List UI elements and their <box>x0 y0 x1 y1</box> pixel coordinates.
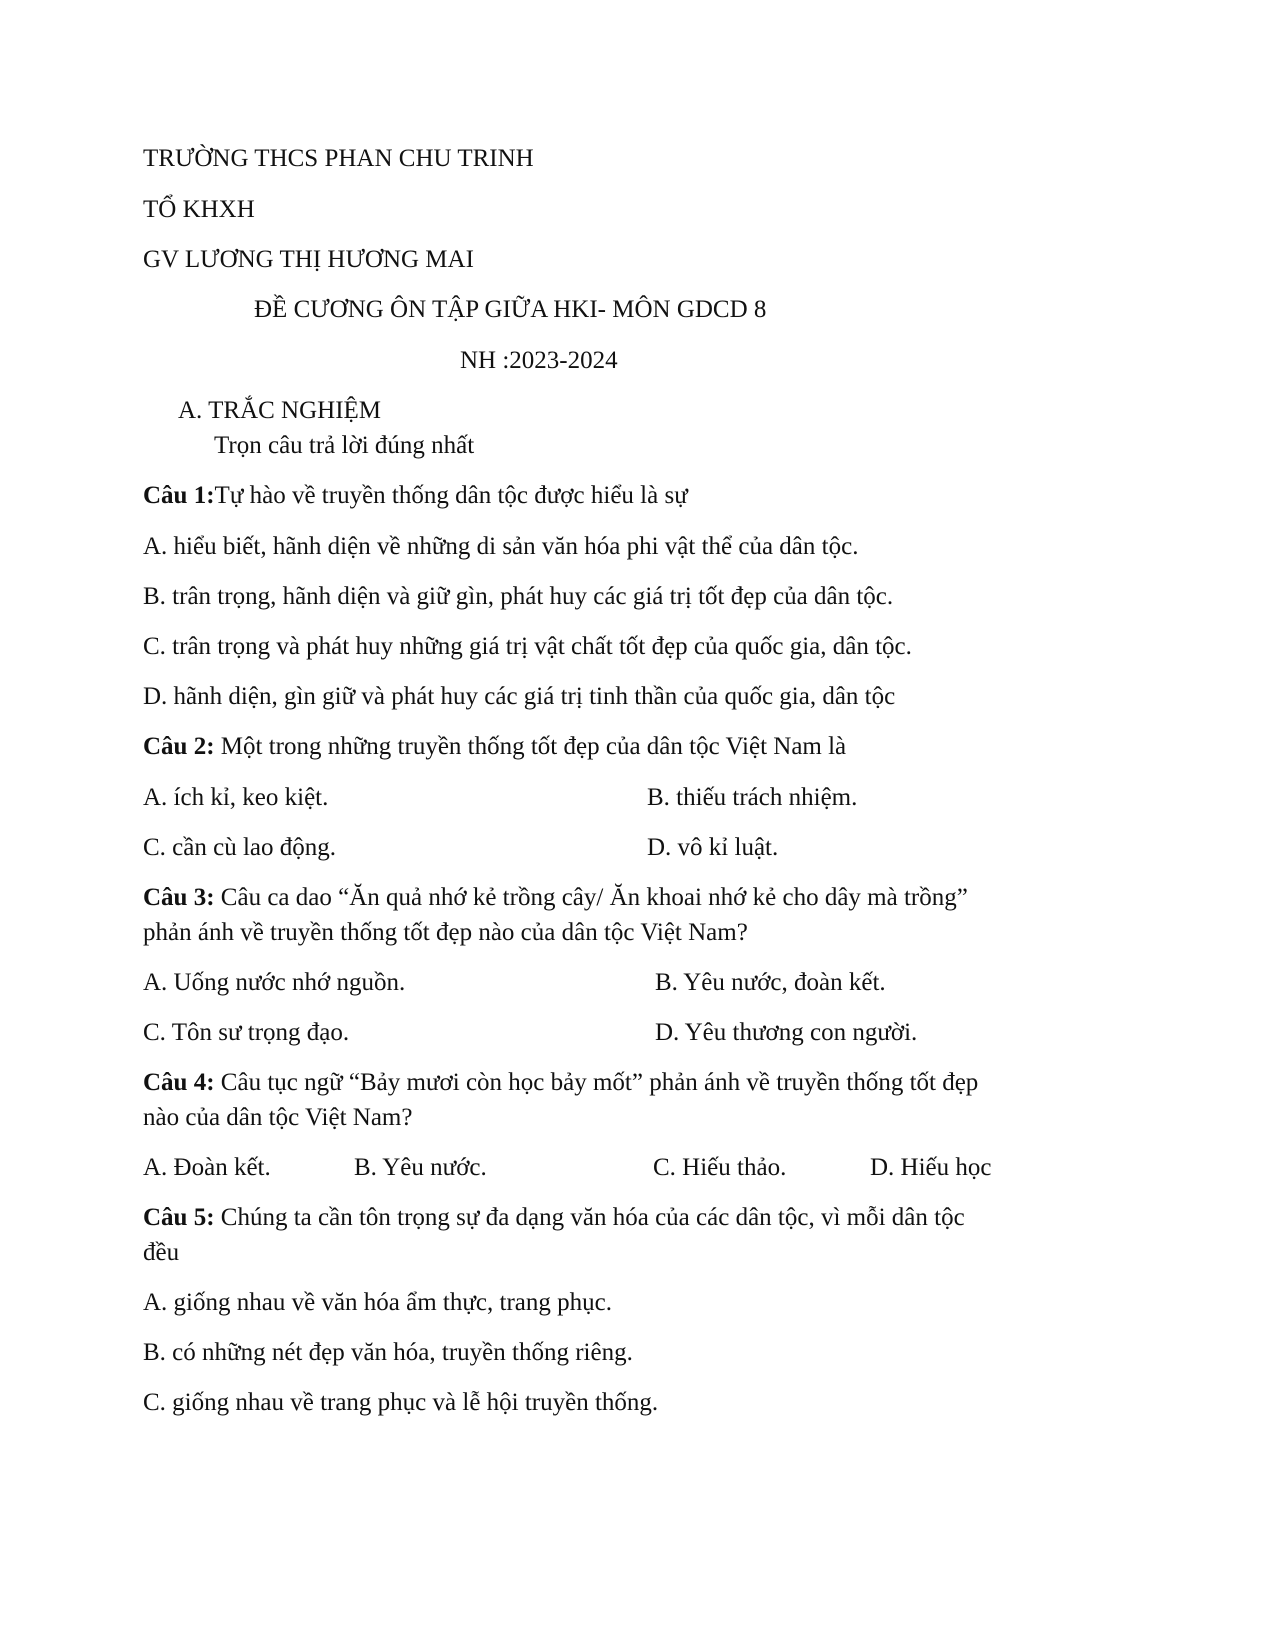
option-3a: A. Uống nước nhớ nguồn. <box>143 969 406 996</box>
question-4 <box>143 1068 978 1098</box>
question-text: Một trong những truyền thống tốt đẹp của dân tộc Việt Nam là <box>214 733 847 760</box>
option-1b: B. trân trọng, hãnh diện và giữ gìn, phát huy các giá trị tốt đẹp của dân tộc. <box>143 583 894 610</box>
question-label: Câu 4: <box>143 1069 215 1096</box>
section-instruction: Trọn câu trả lời đúng nhất <box>214 432 475 459</box>
question-label: Câu 1: <box>143 482 215 509</box>
option-4b: B. Yêu nước. <box>354 1154 487 1181</box>
option-5a: A. giống nhau về văn hóa ẩm thực, trang phục. <box>143 1289 612 1316</box>
question-text: Câu ca dao “Ăn quả nhớ kẻ trồng cây/ Ăn khoai nhớ kẻ cho dây mà trồng” <box>214 884 968 911</box>
option-2c: C. cần cù lao động. <box>143 834 337 861</box>
option-2b: B. thiếu trách nhiệm. <box>647 784 858 811</box>
option-5b: B. có những nét đẹp văn hóa, truyền thống riêng. <box>143 1339 633 1366</box>
question-4-continued: nào của dân tộc Việt Nam? <box>143 1104 413 1131</box>
document-title: ĐỀ CƯƠNG ÔN TẬP GIỮA HKI- MÔN GDCD 8 <box>254 296 767 323</box>
option-3d: D. Yêu thương con người. <box>655 1019 918 1046</box>
option-4c: C. Hiếu thảo. <box>653 1154 787 1181</box>
question-text: Tự hào về truyền thống dân tộc được hiểu là sự <box>214 482 688 509</box>
question-label: Câu 2: <box>143 733 215 760</box>
section-heading: A. TRẮC NGHIỆM <box>178 397 382 424</box>
option-1c: C. trân trọng và phát huy những giá trị vật chất tốt đẹp của quốc gia, dân tộc. <box>143 633 912 660</box>
department-name: TỔ KHXH <box>143 196 255 223</box>
option-1a: A. hiểu biết, hãnh diện về những di sản văn hóa phi vật thể của dân tộc. <box>143 533 859 560</box>
question-2 <box>143 732 846 762</box>
question-text: Chúng ta cần tôn trọng sự đa dạng văn hóa của các dân tộc, vì mỗi dân tộc <box>214 1204 965 1231</box>
question-label: Câu 3: <box>143 884 215 911</box>
question-3 <box>143 883 968 913</box>
question-5 <box>143 1203 965 1233</box>
question-1 <box>143 481 688 511</box>
question-label: Câu 5: <box>143 1204 215 1231</box>
option-5c: C. giống nhau về trang phục và lễ hội truyền thống. <box>143 1389 659 1416</box>
option-3c: C. Tôn sư trọng đạo. <box>143 1019 350 1046</box>
teacher-name: GV LƯƠNG THỊ HƯƠNG MAI <box>143 246 474 273</box>
option-1d: D. hãnh diện, gìn giữ và phát huy các giá trị tinh thần của quốc gia, dân tộc <box>143 683 896 710</box>
school-name: TRƯỜNG THCS PHAN CHU TRINH <box>143 145 534 172</box>
school-year: NH :2023-2024 <box>460 347 618 374</box>
option-2d: D. vô kỉ luật. <box>647 834 779 861</box>
option-3b: B. Yêu nước, đoàn kết. <box>655 969 886 996</box>
question-3-continued: phản ánh về truyền thống tốt đẹp nào của dân tộc Việt Nam? <box>143 919 748 946</box>
question-text: Câu tục ngữ “Bảy mươi còn học bảy mốt” phản ánh về truyền thống tốt đẹp <box>214 1069 979 1096</box>
option-4d: D. Hiếu học <box>870 1154 992 1181</box>
option-4a: A. Đoàn kết. <box>143 1154 271 1181</box>
option-2a: A. ích kỉ, keo kiệt. <box>143 784 329 811</box>
question-5-continued: đều <box>143 1239 180 1266</box>
